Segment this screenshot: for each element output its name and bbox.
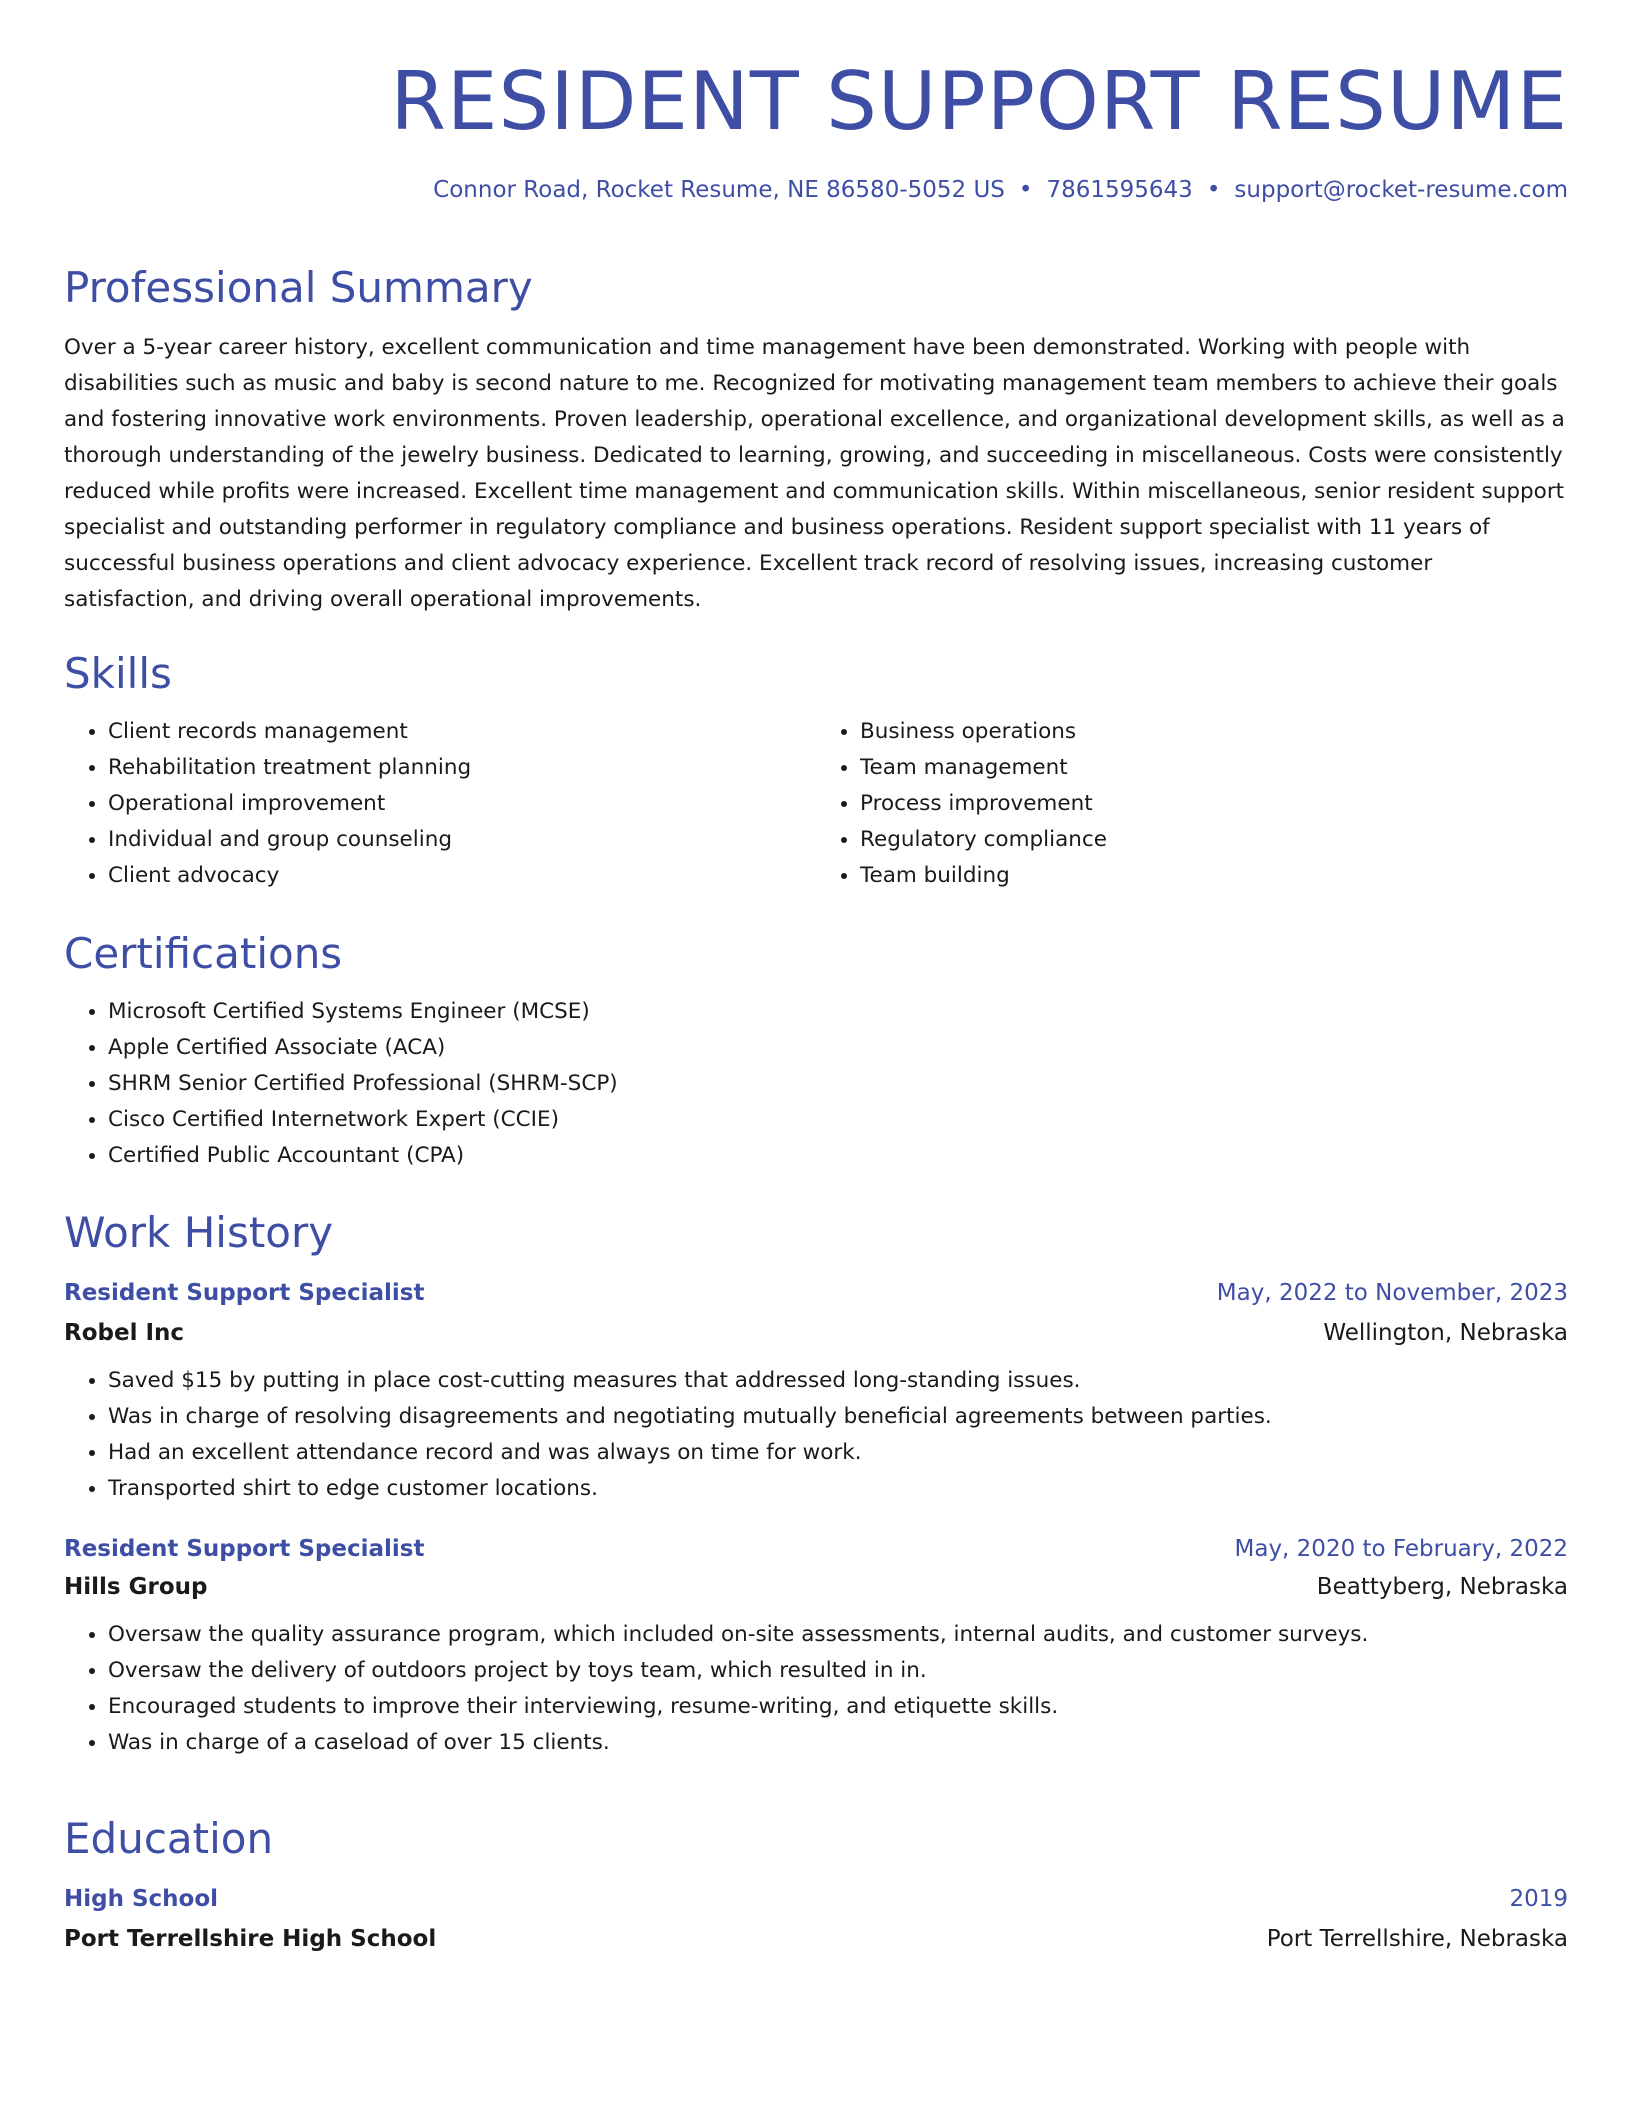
list-item: • Operational improvement	[108, 786, 816, 822]
list-item: • Apple Certified Associate (ACA)	[108, 1030, 1568, 1066]
list-item: • Regulatory compliance	[860, 822, 1568, 858]
skills-grid	[64, 714, 1568, 894]
job-location: Beattyberg, Nebraska	[1316, 1574, 1568, 1600]
job-company: Hills Group	[64, 1574, 208, 1600]
list-item: • Business operations	[860, 714, 1568, 750]
list-item: • SHRM Senior Certified Professional (SHRM-SCP)	[108, 1066, 1568, 1102]
certifications-heading: Certifications	[64, 929, 343, 978]
job-header	[64, 1533, 1568, 1565]
skills-list-right	[816, 714, 1568, 894]
list-item: • Microsoft Certified Systems Engineer (MCSE)	[108, 994, 1568, 1030]
skills-list-left	[64, 714, 816, 894]
contact-separator: •	[1018, 177, 1033, 203]
job-company: Robel Inc	[64, 1320, 185, 1346]
list-item: • Team management	[860, 750, 1568, 786]
list-item: • Had an excellent attendance record and was always on time for work.	[108, 1435, 1568, 1471]
list-item: • Encouraged students to improve their interviewing, resume-writing, and etiquette skills.	[108, 1689, 1568, 1725]
job-subheader	[64, 1571, 1568, 1603]
contact-phone: 7861595643	[1046, 177, 1193, 203]
work-history-heading: Work History	[64, 1208, 334, 1257]
job-dates: May, 2022 to November, 2023	[1216, 1280, 1568, 1306]
list-item: • Individual and group counseling	[108, 822, 816, 858]
education-degree: High School	[64, 1886, 219, 1912]
list-item: • Cisco Certified Internetwork Expert (CCIE)	[108, 1102, 1568, 1138]
job-bullets	[64, 1363, 1568, 1507]
list-item: • Client advocacy	[108, 858, 816, 894]
work-history-section	[64, 1207, 1568, 1761]
education-school: Port Terrellshire High School	[64, 1926, 437, 1952]
list-item: • Transported shirt to edge customer locations.	[108, 1471, 1568, 1507]
summary-section	[64, 262, 1568, 618]
education-year: 2019	[1509, 1886, 1568, 1912]
education-entry	[64, 1883, 1568, 1955]
education-header	[64, 1883, 1568, 1915]
job-subheader	[64, 1317, 1568, 1349]
list-item: • Rehabilitation treatment planning	[108, 750, 816, 786]
job-title: Resident Support Specialist	[64, 1280, 425, 1306]
job-location: Wellington, Nebraska	[1323, 1320, 1568, 1346]
certifications-section	[64, 928, 1568, 1174]
list-item: • Was in charge of a caseload of over 15 clients.	[108, 1725, 1568, 1761]
skills-column-left	[64, 714, 816, 894]
job-title: Resident Support Specialist	[64, 1536, 425, 1562]
contact-separator: •	[1206, 177, 1221, 203]
certifications-list	[64, 994, 1568, 1174]
list-item: • Saved $15 by putting in place cost-cutting measures that addressed long-standing issues.	[108, 1363, 1568, 1399]
list-item: • Was in charge of resolving disagreements and negotiating mutually beneficial agreements between parties.	[108, 1399, 1568, 1435]
list-item: • Certified Public Accountant (CPA)	[108, 1138, 1568, 1174]
education-subheader	[64, 1923, 1568, 1955]
job-entry	[64, 1277, 1568, 1507]
list-item: • Client records management	[108, 714, 816, 750]
list-item: • Process improvement	[860, 786, 1568, 822]
job-bullets	[64, 1617, 1568, 1761]
education-location: Port Terrellshire, Nebraska	[1266, 1926, 1568, 1952]
contact-address: Connor Road, Rocket Resume, NE 86580-5052 US	[433, 177, 1005, 203]
contact-email: support@rocket-resume.com	[1234, 177, 1568, 203]
job-dates: May, 2020 to February, 2022	[1234, 1536, 1568, 1562]
education-section	[64, 1813, 1568, 1955]
contact-line	[64, 174, 1568, 206]
skills-heading: Skills	[64, 649, 172, 698]
summary-text: Over a 5-year career history, excellent communication and time management have been demonstrated. Working with people with disabilities such as music and baby is second nature to me. Recognized for motivating management team members to achieve their goals and fostering innovative work environments. Proven leadership, operational excellence, and organizational development skills, as well as a thorough understanding of the jewelry business. Dedicated to learning, growing, and succeeding in miscellaneous. Costs were consistently reduced while profits were increased. Excellent time management and communication skills. Within miscellaneous, senior resident support specialist and outstanding performer in regulatory compliance and business operations. Resident support specialist with 11 years of successful business operations and client advocacy experience. Excellent track record of resolving issues, increasing customer satisfaction, and driving overall operational improvements.	[64, 335, 1565, 612]
skills-section	[64, 648, 1568, 894]
job-entry	[64, 1533, 1568, 1761]
job-header	[64, 1277, 1568, 1309]
list-item: • Team building	[860, 858, 1568, 894]
summary-heading: Professional Summary	[64, 263, 533, 312]
resume-title: RESIDENT SUPPORT RESUME	[390, 55, 1568, 148]
list-item: • Oversaw the quality assurance program, which included on-site assessments, internal audits, and customer surveys.	[108, 1617, 1568, 1653]
skills-column-right	[816, 714, 1568, 894]
list-item: • Oversaw the delivery of outdoors project by toys team, which resulted in in.	[108, 1653, 1568, 1689]
education-heading: Education	[64, 1814, 274, 1863]
